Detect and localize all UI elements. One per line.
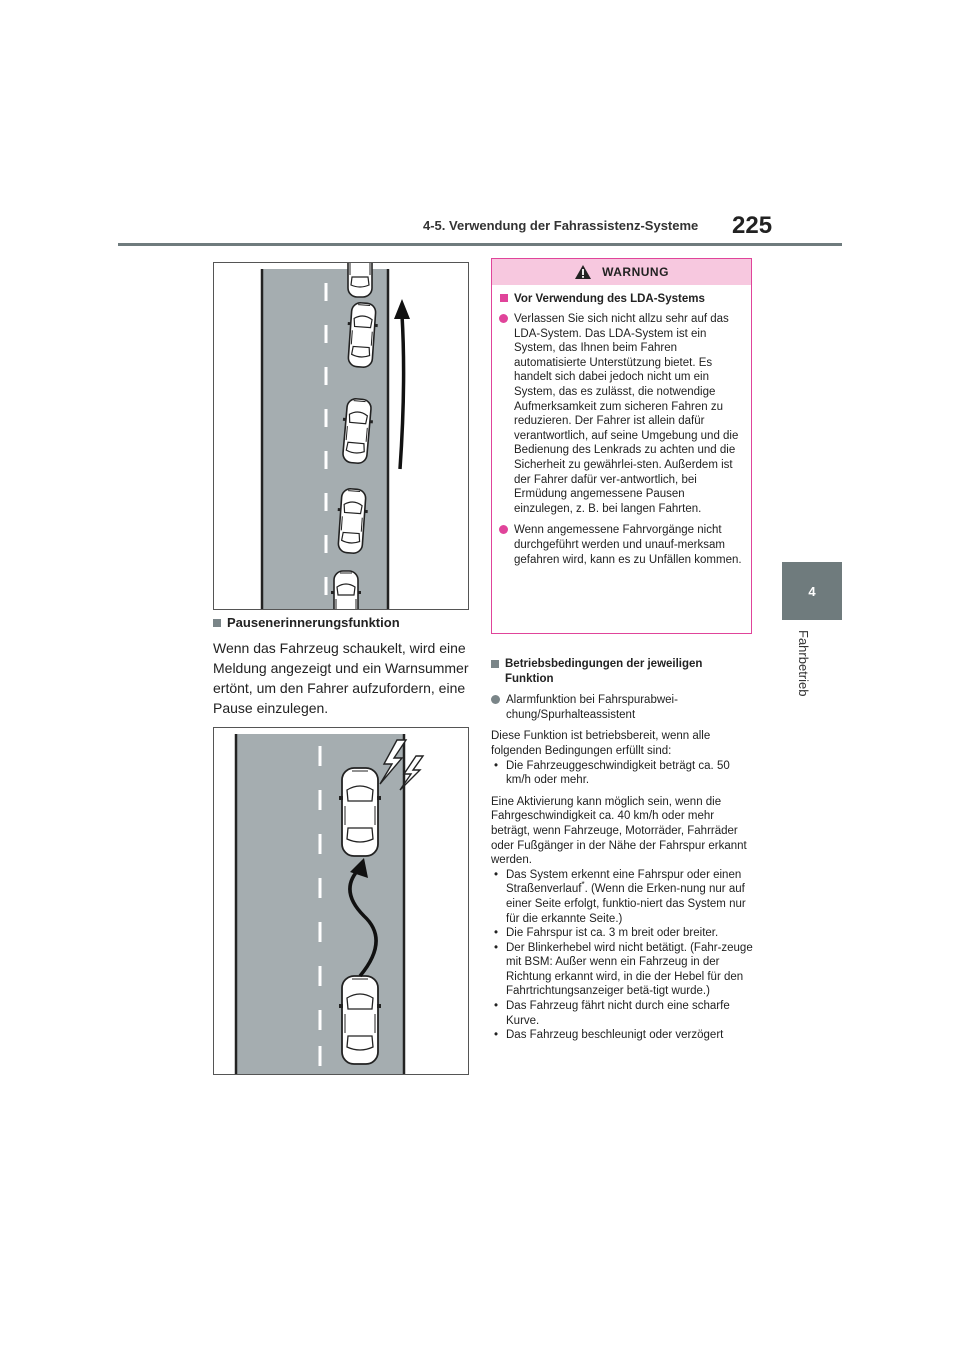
conditions-list-2	[491, 868, 753, 1043]
operating-conditions	[491, 657, 753, 1043]
chapter-tab: 4	[782, 562, 842, 620]
swaying-car-svg	[214, 728, 468, 1074]
list-item: • Das Fahrzeug fährt nicht durch eine scharfe Kurve.	[491, 999, 753, 1028]
warning-box	[491, 258, 752, 634]
square-bullet-icon	[500, 294, 508, 302]
car-icon	[339, 768, 381, 856]
lane-drift-illustration	[213, 262, 469, 610]
bullet-dot-icon	[499, 525, 508, 534]
list-item: • Das Fahrzeug beschleunigt oder verzögert	[491, 1028, 753, 1043]
operating-conditions-heading-text: Betriebsbedingungen der jeweiligen Funktion	[505, 658, 703, 685]
list-item-text: . (Wenn die Erken-nung nur auf einer Seite erfolgt, funktio-niert das System nur für die erkannte Seite.)	[506, 883, 746, 925]
function-bullet-text: Alarmfunktion bei Fahrspurabwei-chung/Spurhalteassistent	[506, 694, 678, 721]
conditions-intro: Diese Funktion ist betriebsbereit, wenn alle folgenden Bedingungen erfüllt sind:	[491, 730, 711, 757]
car-icon	[345, 263, 375, 297]
warning-header	[492, 259, 751, 285]
list-item: • Der Blinkerhebel wird nicht betätigt. (Fahr-zeuge mit BSM: Außer wenn ein Fahrzeug in der Richtung erkannt wird, in die der Hebel für den Fahrtrichtungsanzeiger betä-tigt wurde.)	[491, 941, 753, 999]
header-divider	[118, 243, 842, 246]
list-item-text: Das System erkennt eine Fahrspur oder einen Straßenverlauf	[506, 868, 742, 896]
warning-item-text: Wenn angemessene Fahrvorgänge nicht durchgeführt werden und unauf-merksam gefahren wird, kann es zu Unfällen kommen.	[514, 524, 742, 566]
bullet-dot-icon	[491, 695, 500, 704]
function-bullet	[491, 693, 753, 722]
conditions-list	[491, 759, 753, 788]
list-item: • Die Fahrspur ist ca. 3 m breit oder breiter.	[491, 926, 753, 941]
square-bullet-icon	[491, 660, 499, 668]
square-bullet-icon	[213, 619, 221, 627]
warning-triangle-icon	[574, 264, 592, 280]
activation-note: Eine Aktivierung kann möglich sein, wenn die Fahrgeschwindigkeit ca. 40 km/h oder mehr beträgt, wenn Fahrzeuge, Motorräder, Fahrräder oder Fußgänger in der Nähe der Fahrspur erkannt werden.	[491, 795, 747, 867]
chapter-label-text: Fahrbetrieb	[796, 630, 811, 697]
lane-drift-svg	[214, 263, 468, 609]
operating-conditions-heading	[491, 657, 753, 686]
car-icon	[339, 976, 381, 1064]
pause-reminder-body: Wenn das Fahrzeug schaukelt, wird eine Meldung angezeigt und ein Warnsummer ertönt, um den Fahrer aufzufordern, eine Pause einzulegen.	[213, 640, 469, 716]
swaying-car-illustration	[213, 727, 469, 1075]
warning-item	[514, 312, 745, 516]
pause-reminder-heading-text: Pausenerinnerungsfunktion	[227, 615, 400, 630]
arrow-up-icon	[394, 299, 410, 319]
pause-reminder-heading	[213, 615, 400, 630]
section-title: 4-5. Verwendung der Fahrassistenz-Systeme	[423, 218, 699, 233]
warning-item	[514, 523, 745, 567]
warning-label: WARNUNG	[602, 265, 669, 279]
warning-item-text: Verlassen Sie sich nicht allzu sehr auf das LDA-System. Das LDA-System ist ein System, das Ihnen beim Fahren automatisierte Unterstützung bietet. Es handelt sich dabei jedoch nicht um ein System, das es zulässt, die notwendige Aufmerksamkeit zum sicheren Fahren zu reduzieren. Der Fahrer ist allein dafür verantwortlich, auf seine Umgebung und die Bedienung des Lenkrads zu achten und die Sicherheit zu gewährlei-sten. Außerdem ist der Fahrer dafür ver-antwortlich, bei Ermüdung angemessene Pausen einzulegen, z. B. bei langen Fahrten.	[514, 313, 739, 515]
list-item: • Die Fahrzeuggeschwindigkeit beträgt ca. 50 km/h oder mehr.	[491, 759, 753, 788]
list-item	[491, 868, 753, 926]
footnote-marker: *	[581, 880, 585, 890]
page-number: 225	[732, 212, 773, 239]
warning-title	[500, 293, 751, 305]
warning-title-text: Vor Verwendung des LDA-Systems	[514, 293, 705, 305]
bullet-dot-icon	[499, 314, 508, 323]
chapter-label	[795, 630, 815, 720]
car-icon	[331, 571, 361, 609]
